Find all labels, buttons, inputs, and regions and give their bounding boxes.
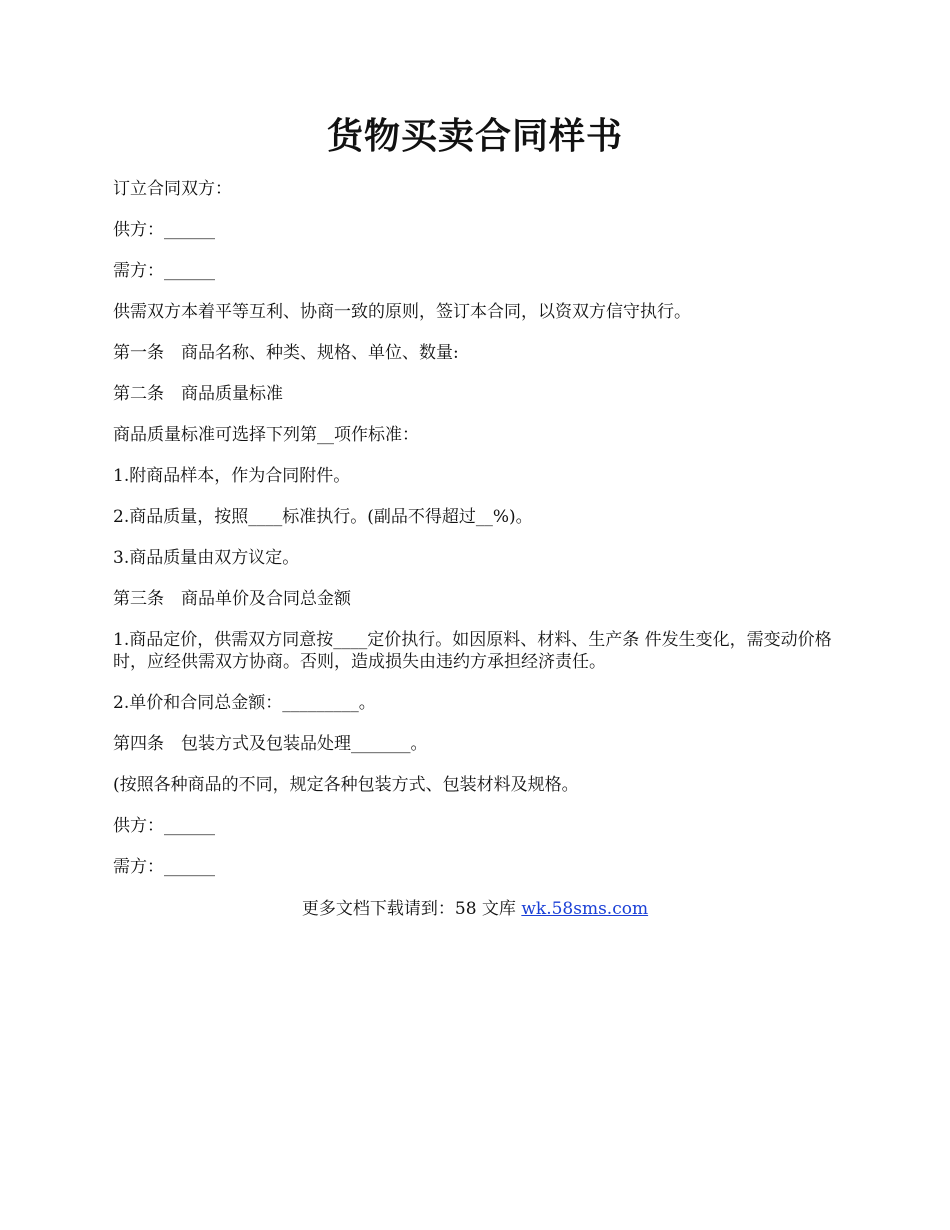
list-item-price-2: 2.单价和合同总金额：_________。 [113, 693, 376, 713]
paragraph-packaging-note: (按照各种商品的不同，规定各种包装方式、包装材料及规格。 [113, 775, 579, 795]
list-item-quality-1: 1.附商品样本，作为合同附件。 [113, 466, 351, 486]
list-item-quality-3: 3.商品质量由双方议定。 [113, 548, 300, 568]
paragraph-quality-options: 商品质量标准可选择下列第__项作标准： [113, 425, 419, 445]
document-body [113, 178, 833, 897]
list-item-quality-2: 2.商品质量，按照____标准执行。(副品不得超过__%)。 [113, 507, 533, 527]
article-1-heading: 第一条 商品名称、种类、规格、单位、数量: [113, 343, 459, 363]
paragraph-supplier: 供方：______ [113, 220, 215, 240]
footer-link[interactable]: wk.58sms.com [521, 899, 649, 919]
article-3-heading: 第三条 商品单价及合同总金额 [113, 589, 351, 609]
signature-buyer: 需方：______ [113, 857, 215, 877]
list-item-price-1: 1.商品定价，供需双方同意按____定价执行。如因原料、材料、生产条 件发生变化，需变动价格时，应经供需双方协商。否则，造成损失由违约方承担经济责任。 [113, 630, 832, 672]
signature-supplier: 供方：______ [113, 816, 215, 836]
document-title: 货物买卖合同样书 [326, 115, 623, 157]
article-2-heading: 第二条 商品质量标准 [113, 384, 283, 404]
footer-text: 更多文档下载请到：58 文库 [301, 899, 522, 919]
article-4-heading: 第四条 包装方式及包装品处理_______。 [113, 734, 428, 754]
paragraph-parties-intro: 订立合同双方： [113, 179, 232, 199]
paragraph-buyer: 需方：______ [113, 261, 215, 281]
paragraph-principle: 供需双方本着平等互利、协商一致的原则，签订本合同，以资双方信守执行。 [113, 302, 691, 322]
footer-download-note [0, 898, 950, 920]
